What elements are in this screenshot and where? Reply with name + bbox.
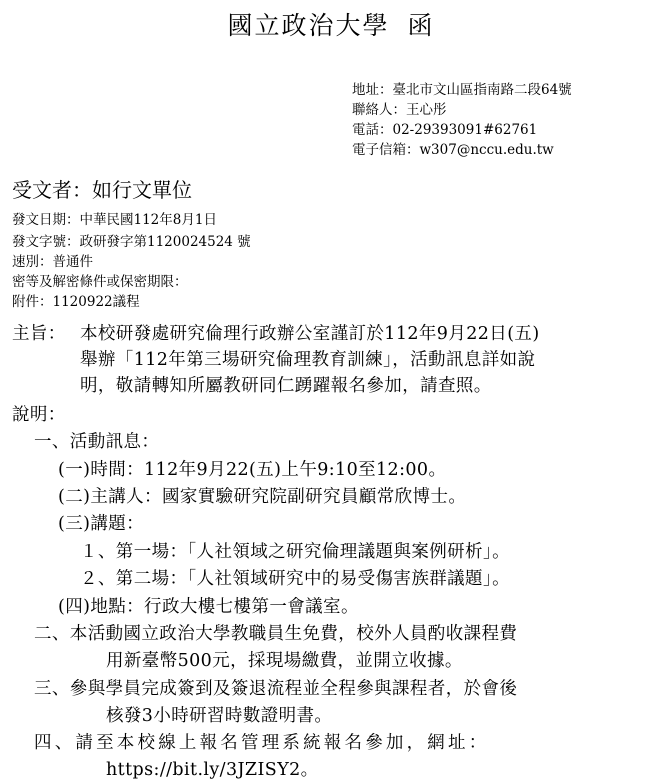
- explanation-item-3-line-2: 核發3小時研習時數證明書。: [106, 706, 333, 726]
- event-speaker: (二)主講人：國家實驗研究院副研究員顧常欣博士。: [58, 487, 467, 507]
- subject-line-3: 明，敬請轉知所屬教研同仁踴躍報名參加，請查照。: [80, 376, 492, 396]
- contact-phone: 電話：02-29393091#62761: [352, 122, 538, 138]
- issuer-name: 國立政治大學: [227, 11, 390, 40]
- topic-session-1: １、第一場：「人社領域之研究倫理議題與案例研析」。: [80, 542, 510, 562]
- urgency: 速別：普通件: [12, 254, 93, 270]
- contact-person: 聯絡人：王心彤: [352, 102, 447, 118]
- explanation-item-2-line-1: 二、本活動國立政治大學教職員生免費，校外人員酌收課程費: [34, 624, 518, 644]
- event-location: (四)地點：行政大樓七樓第一會議室。: [58, 597, 359, 617]
- explanation-item-4-line-1: 四、請至本校線上報名管理系統報名參加，網址：: [34, 733, 490, 753]
- topic-session-2: ２、第二場：「人社領域研究中的易受傷害族群議題」。: [80, 569, 510, 589]
- contact-email: 電子信箱：w307@nccu.edu.tw: [352, 142, 554, 158]
- explanation-label: 說明：: [12, 405, 66, 425]
- event-time: (一)時間：112年9月22(五)上午9:10至12:00。: [58, 460, 447, 480]
- event-topics-label: (三)講題：: [58, 514, 145, 534]
- explanation-item-1: 一、活動訊息：: [34, 432, 160, 452]
- attachment: 附件：1120922議程: [12, 294, 140, 310]
- contact-address: 地址：臺北市文山區指南路二段64號: [352, 82, 572, 98]
- document-type: 函: [407, 11, 435, 40]
- subject-line-1: 本校研發處研究倫理行政辦公室謹訂於112年9月22日(五): [80, 324, 540, 344]
- recipient: 受文者：如行文單位: [12, 178, 192, 202]
- classification: 密等及解密條件或保密期限：: [12, 274, 188, 290]
- document-title: [0, 6, 662, 42]
- document-number: 發文字號：政研發字第1120024524 號: [12, 234, 251, 250]
- explanation-item-3-line-1: 三、參與學員完成簽到及簽退流程並全程參與課程者，於會後: [34, 679, 518, 699]
- subject-line-2: 舉辦「112年第三場研究倫理教育訓練」，活動訊息詳如說: [80, 350, 536, 370]
- issue-date: 發文日期：中華民國112年8月1日: [12, 212, 217, 228]
- subject-label: 主旨：: [12, 324, 66, 344]
- explanation-item-2-line-2: 用新臺幣500元，採現場繳費，並開立收據。: [106, 651, 463, 671]
- registration-link[interactable]: https://bit.ly/3JZISY2。: [106, 760, 319, 780]
